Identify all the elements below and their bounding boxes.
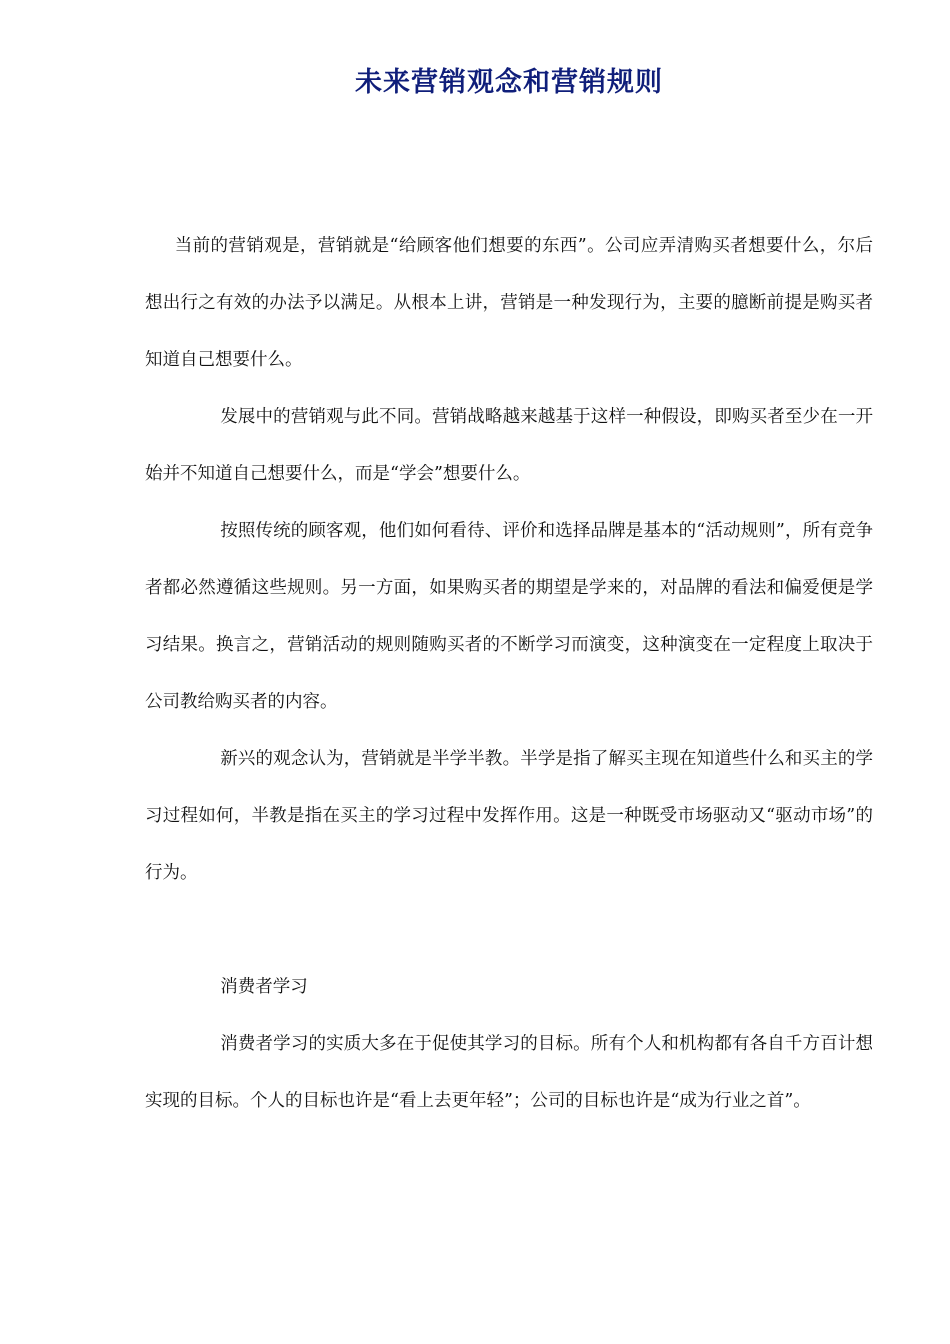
section-gap <box>145 902 873 959</box>
paragraph-new-concept: 新兴的观念认为，营销就是半学半教。半学是指了解买主现在知道些什么和买主的学习过程如何，半教是指在买主的学习过程中发挥作用。这是一种既受市场驱动又“驱动市场”的行为。 <box>145 749 873 883</box>
paragraph-traditional-view: 按照传统的顾客观，他们如何看待、评价和选择品牌是基本的“活动规则”，所有竞争者都必然遵循这些规则。另一方面，如果购买者的期望是学来的，对品牌的看法和偏爱便是学习结果。换言之，营销活动的规则随购买者的不断学习而演变，这种演变在一定程度上取决于公司教给购买者的内容。 <box>145 521 873 712</box>
section-heading: 消费者学习 <box>220 977 308 997</box>
document-body <box>145 218 873 1130</box>
page-title: 未来营销观念和营销规则 <box>355 67 663 98</box>
paragraph-consumer-learning: 消费者学习的实质大多在于促使其学习的目标。所有个人和机构都有各自千方百计想实现的目标。个人的目标也许是“看上去更年轻”；公司的目标也许是“成为行业之首”。 <box>145 1034 873 1111</box>
paragraph-evolving-view: 发展中的营销观与此不同。营销战略越来越基于这样一种假设，即购买者至少在一开始并不知道自己想要什么，而是“学会”想要什么。 <box>145 407 873 484</box>
paragraph-current-view: 当前的营销观是，营销就是“给顾客他们想要的东西”。公司应弄清购买者想要什么，尔后想出行之有效的办法予以满足。从根本上讲，营销是一种发现行为，主要的臆断前提是购买者知道自己想要什么。 <box>145 236 873 370</box>
